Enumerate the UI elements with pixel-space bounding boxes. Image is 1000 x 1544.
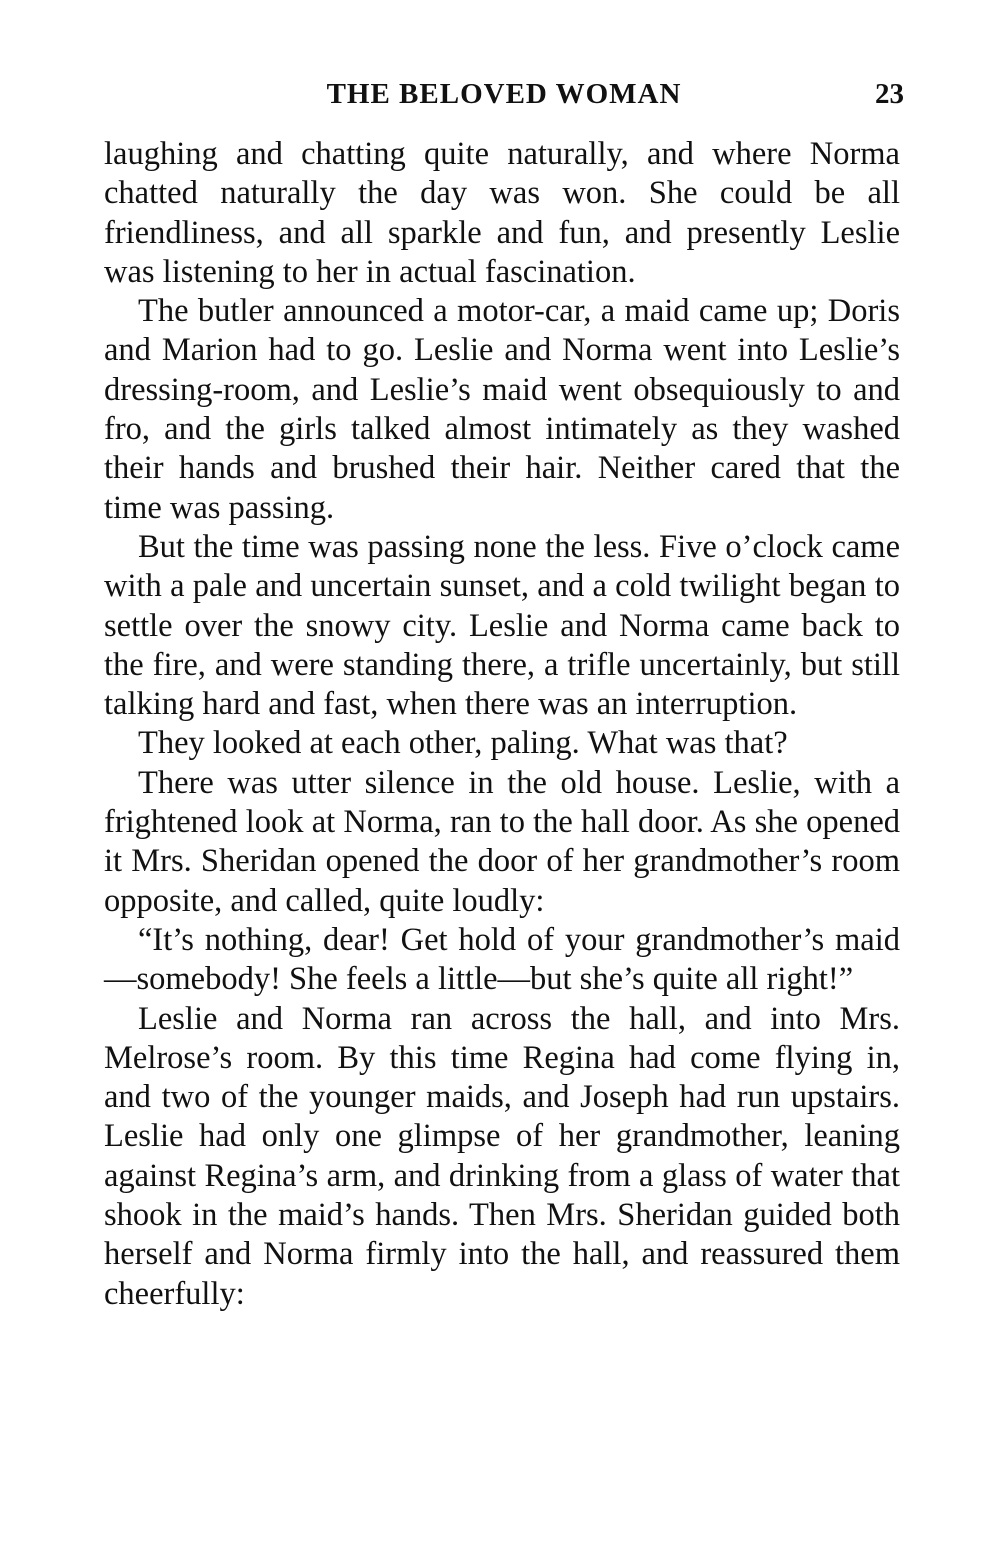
paragraph-ran-across-hall: Leslie and Norma ran across the hall, and into Mrs. Melrose’s room. By this time Regina had come flying in, and two of the younger maids, and Joseph had run upstairs. Leslie had only one glimpse of her grandmother, leaning against Regina’s arm, and drinking from a glass of water that shook in the maid’s hands. Then Mrs. Sheridan guided both herself and Norma firmly into the hall, and reassured them cheerfully: bbox=[104, 1000, 900, 1312]
running-title: THE BELOVED WOMAN bbox=[326, 78, 682, 110]
paragraph-utter-silence: There was utter silence in the old house. Leslie, with a frightened look at Norma, ran to the hall door. As she opened it Mrs. Sheridan opened the door of her grandmother’s room opposite, and called, quite loudly: bbox=[104, 764, 900, 919]
paragraph-looked-at-each-other: They looked at each other, paling. What was that? bbox=[138, 725, 788, 762]
paragraph-dialogue-nothing-dear: “It’s nothing, dear! Get hold of your grandmother’s maid—somebody! She feels a little—but she’s quite all right!” bbox=[104, 921, 900, 998]
paragraph-continuation: laughing and chatting quite naturally, and where Norma chatted naturally the day was won. She could be all friendliness, and all sparkle and fun, and presently Leslie was listening to her in actual fascination. bbox=[104, 136, 900, 290]
body-text bbox=[104, 135, 900, 1314]
paragraph-time-passing: But the time was passing none the less. Five o’clock came with a pale and uncertain sunset, and a cold twilight began to settle over the snowy city. Leslie and Norma came back to the fire, and were standing there, a trifle uncertainly, but still talking hard and fast, when there was an interruption. bbox=[104, 528, 900, 723]
running-head bbox=[104, 78, 904, 118]
paragraph-butler-announcement: The butler announced a motor-car, a maid came up; Doris and Marion had to go. Leslie and Norma went into Leslie’s dressing-room, and Leslie’s maid went obsequiously to and fro, and the girls talked almost intimately as they washed their hands and brushed their hair. Neither cared that the time was passing. bbox=[104, 293, 900, 526]
page-number: 23 bbox=[875, 78, 904, 110]
